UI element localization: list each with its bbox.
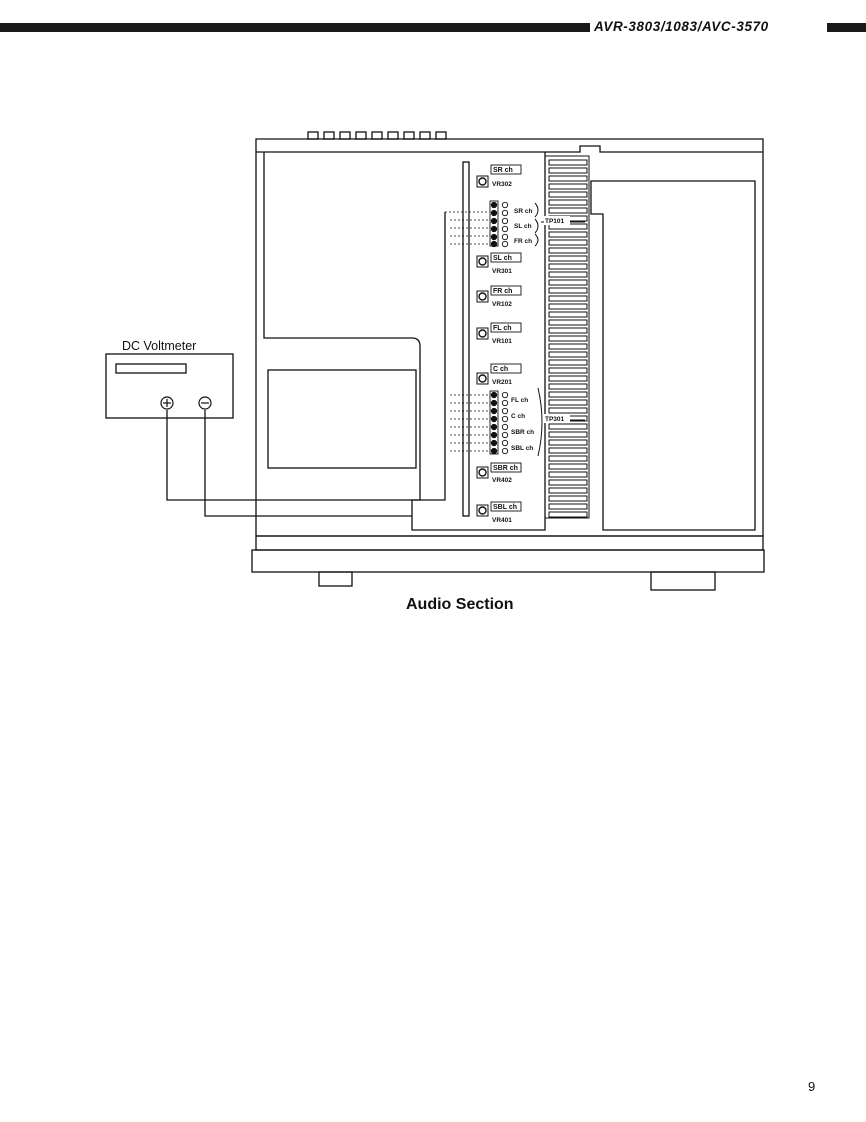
tp301-ch-fl: FL ch — [511, 397, 529, 404]
heatsink-fin — [549, 248, 587, 253]
heatsink-fin — [549, 184, 587, 189]
trimmer-ch-sbr: SBR ch — [493, 465, 518, 472]
heatsink-fin — [549, 496, 587, 501]
trimmer-vr402: VR402 — [492, 477, 512, 484]
dc-voltmeter-label: DC Voltmeter — [122, 339, 197, 353]
trimmer-ch-c: C ch — [493, 366, 509, 373]
heatsink-fin — [549, 176, 587, 181]
heatsink-fin — [549, 288, 587, 293]
trimmer-vr301: VR301 — [492, 268, 512, 275]
heatsink-fin — [549, 392, 587, 397]
heatsink-fin — [549, 440, 587, 445]
positive-lead — [167, 212, 445, 500]
heatsink-fin — [549, 304, 587, 309]
tp301-ch-sbl: SBL ch — [511, 445, 534, 452]
trimmer-ch-sbl: SBL ch — [493, 504, 517, 511]
heatsink-fin — [549, 360, 587, 365]
heatsink-fin — [549, 512, 587, 517]
heatsink-fin — [549, 328, 587, 333]
heatsink-fin — [549, 296, 587, 301]
positive-terminal-icon — [161, 397, 173, 409]
heatsink-fin — [549, 264, 587, 269]
heatsink-fin — [549, 200, 587, 205]
heatsink-fin — [549, 504, 587, 509]
foot-right — [651, 572, 715, 590]
trimmer-vr201: VR201 — [492, 379, 512, 386]
trimmer-vr101: VR101 — [492, 338, 512, 345]
trimmer-ch-sl: SL ch — [493, 255, 512, 262]
heatsink-fin — [549, 376, 587, 381]
heatsink-fin — [549, 456, 587, 461]
right-block — [591, 181, 755, 530]
tp301-connector — [490, 391, 508, 454]
trimmer-vr102: VR102 — [492, 301, 512, 308]
pcb-strip — [463, 162, 469, 516]
model-title: AVR-3803/1083/AVC-3570 — [594, 19, 769, 34]
tp301-label: TP301 — [545, 416, 565, 423]
tp101-label: TP101 — [545, 218, 565, 225]
heatsink-fin — [549, 272, 587, 277]
trimmer-ch-fl: FL ch — [493, 325, 512, 332]
heatsink-fin — [549, 408, 587, 413]
tp101-ch-sl: SL ch — [514, 223, 532, 230]
page-number: 9 — [808, 1079, 816, 1094]
heatsink-fin — [549, 368, 587, 373]
heatsink-fin — [549, 400, 587, 405]
heatsink-fin — [549, 488, 587, 493]
tp101-ch-sr: SR ch — [514, 208, 533, 215]
trimmer-ch-sr: SR ch — [493, 167, 513, 174]
trimmer-vr302: VR302 — [492, 181, 512, 188]
foot-left — [319, 572, 352, 586]
heatsink-fin — [549, 256, 587, 261]
heatsink-fin — [549, 168, 587, 173]
trimmer-ch-fr: FR ch — [493, 288, 513, 295]
heatsink-fin — [549, 192, 587, 197]
heatsink-fin — [549, 472, 587, 477]
heatsink-fin — [549, 320, 587, 325]
top-terminals — [308, 132, 446, 139]
heatsink-fin — [549, 312, 587, 317]
figure-caption: Audio Section — [406, 596, 514, 613]
heatsink-fin — [549, 464, 587, 469]
negative-terminal-icon — [199, 397, 211, 409]
heatsink-fin — [549, 432, 587, 437]
tp301-ch-c: C ch — [511, 413, 526, 420]
heatsink-fin — [549, 480, 587, 485]
heatsink-fin — [549, 280, 587, 285]
heatsink-fin — [549, 384, 587, 389]
heatsink-fin — [549, 336, 587, 341]
heatsink-fin — [549, 160, 587, 165]
heatsink-fin — [549, 344, 587, 349]
heatsink — [545, 156, 589, 518]
tp301-ch-sbr: SBR ch — [511, 429, 535, 436]
tp101-ch-fr: FR ch — [514, 238, 533, 245]
front-panel — [256, 536, 763, 550]
tp101-connector — [490, 201, 508, 247]
heatsink-fin — [549, 424, 587, 429]
trimmer-vr401: VR401 — [492, 517, 512, 524]
heatsink-fin — [549, 240, 587, 245]
heatsink-fin — [549, 352, 587, 357]
heatsink-fin — [549, 448, 587, 453]
heatsink-fin — [549, 208, 587, 213]
voltmeter-display — [116, 364, 186, 373]
power-block — [268, 370, 416, 468]
heatsink-fin — [549, 232, 587, 237]
